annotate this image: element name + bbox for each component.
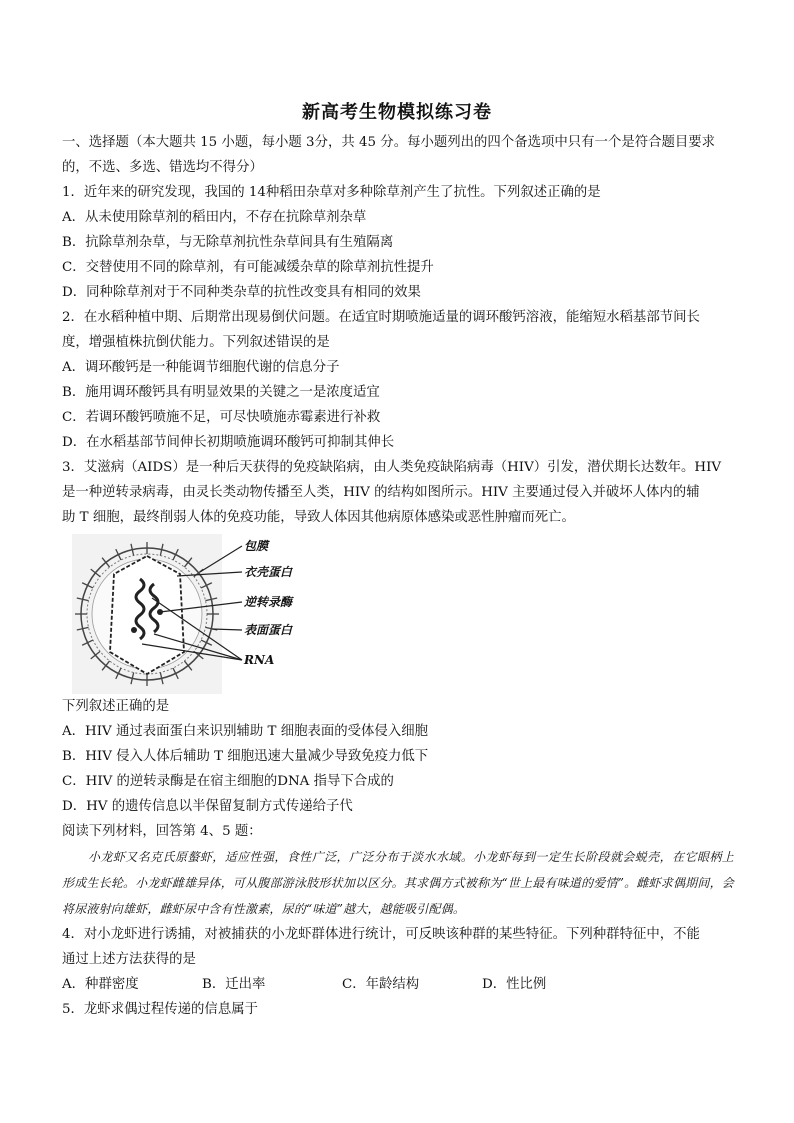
q3-option-d: D．HV 的遗传信息以半保留复制方式传递给子代 [62,799,353,814]
q3-stem-line3: 助 T 细胞，最终削弱人体的免疫功能，导致人体因其他病原体感染或恶性肿瘤而死亡。 [62,510,575,525]
q3-option-c: C．HIV 的逆转录酶是在宿主细胞的DNA 指导下合成的 [62,774,394,789]
q3-option-a: A．HIV 通过表面蛋白来识别辅助 T 细胞表面的受体侵入细胞 [62,724,428,739]
hiv-structure-diagram [72,534,312,694]
label-reverse-transcriptase: 逆转录酶 [244,595,293,609]
q3-stem-line1: 3．艾滋病（AIDS）是一种后天获得的免疫缺陷病，由人类免疫缺陷病毒（HIV）引发，潜伏期长达数年。HIV [62,460,722,475]
q4-option-a: A．种群密度 [62,977,139,992]
q1-option-a: A．从未使用除草剂的稻田内，不存在抗除草剂杂草 [62,210,367,225]
hiv-structure-figure [72,534,734,694]
page-title: 新高考生物模拟练习卷 [302,102,492,123]
figure-labels [243,539,294,667]
section-heading-line2: 的，不选、多选、错选均不得分） [62,160,263,175]
q3-stem-line2: 是一种逆转录病毒，由灵长类动物传播至人类，HIV 的结构如图所示。HIV 主要通过侵入并破坏人体内的辅 [62,485,700,500]
reading-intro: 阅读下列材料，回答第 4、5 题： [62,824,262,839]
q4-option-c: C．年龄结构 [342,977,420,992]
q3-option-b: B．HIV 侵入人体后辅助 T 细胞迅速大量减少导致免疫力低下 [62,749,429,764]
q5-stem: 5．龙虾求偶过程传递的信息属于 [62,1002,258,1017]
q4-stem-line1: 4．对小龙虾进行诱捕，对被捕获的小龙虾群体进行统计，可反映该种群的某些特征。下列种群特征中，不能 [62,927,700,942]
q4-option-b: B．迁出率 [202,977,266,992]
q2-option-c: C．若调环酸钙喷施不足，可尽快喷施赤霉素进行补救 [62,410,381,425]
label-capsid-protein: 衣壳蛋白 [244,565,293,579]
q1-stem: 1．近年来的研究发现，我国的 14种稻田杂草对多种除草剂产生了抗性。下列叙述正确的是 [62,185,601,200]
exam-content [62,130,734,1022]
q4-stem-line2: 通过上述方法获得的是 [62,952,196,967]
q2-stem-line1: 2．在水稻种植中期、后期常出现易倒伏问题。在适宜时期喷施适量的调环酸钙溶液，能缩短水稻基部节间长 [62,310,700,325]
section-heading-line1: 一、选择题（本大题共 15 小题，每小题 3分，共 45 分。每小题列出的四个备选项中只有一个是符合题目要求 [62,135,716,150]
q4-options [62,972,734,997]
label-rna: RNA [244,653,275,667]
label-envelope: 包膜 [244,539,269,553]
q2-option-a: A．调环酸钙是一种能调节细胞代谢的信息分子 [62,360,340,375]
q2-option-d: D．在水稻基部节间伸长初期喷施调环酸钙可抑制其伸长 [62,435,395,450]
q1-option-b: B．抗除草剂杂草，与无除草剂抗性杂草间具有生殖隔离 [62,235,394,250]
label-surface-protein: 表面蛋白 [244,623,293,637]
q2-option-b: B．施用调环酸钙具有明显效果的关键之一是浓度适宜 [62,385,380,400]
q4-option-d: D．性比例 [482,977,547,992]
q3-question: 下列叙述正确的是 [62,699,170,714]
q1-option-d: D．同种除草剂对于不同种类杂草的抗性改变具有相同的效果 [62,285,421,300]
q1-option-c: C．交替使用不同的除草剂，有可能减缓杂草的除草剂抗性提升 [62,260,434,275]
q2-stem-line2: 度，增强植株抗倒伏能力。下列叙述错误的是 [62,335,330,350]
reading-passage: 小龙虾又名克氏原螯虾，适应性强，食性广泛，广泛分布于淡水水域。小龙虾每到一定生长阶段就会蜕壳，在它眼柄上形成生长轮。小龙虾雌雄异体，可从腹部游泳肢形状加以区分。其求偶方式被称为“世上最有味道的爱情”。雌虾求偶期间，会将尿液射向雄虾，雌虾尿中含有性激素，尿的“味道”越大，越能吸引配偶。 [62,850,734,916]
